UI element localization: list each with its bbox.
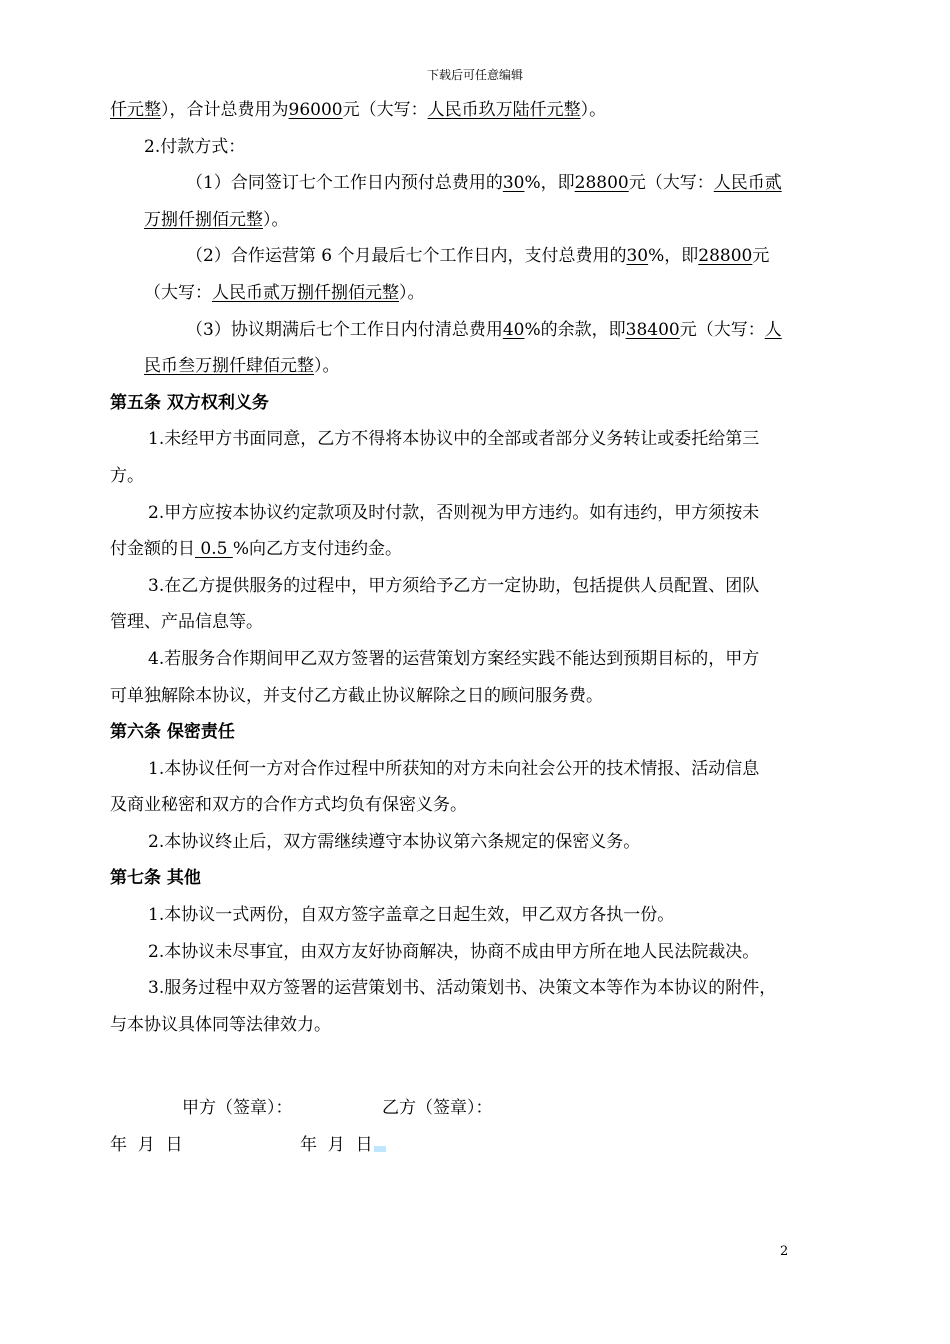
date-row: [110, 1127, 842, 1164]
amount-words: 人: [764, 319, 782, 340]
total-amount: 96000: [288, 100, 343, 120]
clause-line: 3.服务过程中双方签署的运营策划书、活动策划书、决策文本等作为本协议的附件，: [148, 978, 777, 999]
signature-row: [110, 1090, 842, 1127]
text-span: %，即: [524, 173, 575, 194]
party-b-signature-label: 乙方（签章）：: [382, 1098, 493, 1119]
amount-value: 28800: [698, 246, 753, 267]
penalty-rate: 0.5: [195, 539, 233, 560]
page-header: 下载后可任意编辑: [426, 68, 523, 82]
clause-line: 方。: [110, 465, 144, 486]
text-line: [110, 348, 842, 385]
text-span: 付金额的日: [110, 539, 195, 560]
section-heading: 第五条 双方权利义务: [110, 392, 269, 413]
text-span: （2）合作运营第 6 个月最后七个工作日内，支付总费用的: [186, 246, 627, 267]
text-line: [110, 238, 842, 275]
text-span: 元（大写：: [679, 319, 765, 340]
clause-line: 1.本协议任何一方对合作过程中所获知的对方未向社会公开的技术情报、活动信息: [148, 758, 760, 779]
amount-words: 人民币贰: [713, 173, 782, 194]
text-span: 元（大写：: [628, 173, 714, 194]
text-span: ）。: [580, 100, 607, 120]
text-span: ）。: [314, 356, 340, 377]
page-number: 2: [780, 1244, 789, 1259]
text-span: %的余款，即: [524, 319, 626, 340]
percent-value: 30: [502, 173, 525, 194]
document-body: [110, 92, 842, 1164]
text-span: %，即: [648, 246, 699, 267]
clause-line: 2.本协议未尽事宜，由双方友好协商解决，协商不成由甲方所在地人民法院裁决。: [148, 941, 760, 962]
amount-value: 38400: [625, 319, 680, 340]
percent-value: 30: [626, 246, 649, 267]
amount-words: 万捌仟捌佰元整: [144, 209, 263, 230]
text-line: [110, 92, 842, 129]
text-span: （3）协议期满后七个工作日内付清总费用: [186, 319, 503, 340]
amount-words: 民币叁万捌仟肆佰元整: [144, 356, 314, 377]
text-span: ），合计总费用为: [161, 100, 289, 120]
clause-line: 2.甲方应按本协议约定款项及时付款，否则视为甲方违约。如有违约，甲方须按未: [148, 502, 760, 523]
clause-line: 管理、产品信息等。: [110, 612, 263, 633]
percent-value: 40: [502, 319, 525, 340]
party-a-date: 年 月 日: [110, 1135, 183, 1156]
clause-line: 与本协议具体同等法律效力。: [110, 1014, 331, 1035]
text-cursor: [374, 1146, 386, 1152]
clause-line: 可单独解除本协议，并支付乙方截止协议解除之日的顾问服务费。: [110, 685, 603, 706]
party-b-date: [300, 1127, 386, 1164]
text-span: %向乙方支付违约金。: [232, 539, 402, 560]
amount-words: 人民币贰万捌仟捌佰元整: [212, 282, 399, 303]
clause-line: 2.本协议终止后，双方需继续遵守本协议第六条规定的保密义务。: [148, 831, 641, 852]
text-line: [110, 165, 842, 202]
text-line: [110, 202, 842, 239]
party-b-date-text: 年 月 日: [300, 1135, 373, 1156]
clause-line: 1.未经甲方书面同意，乙方不得将本协议中的全部或者部分义务转让或委托给第三: [148, 429, 760, 450]
clause-line: [110, 531, 842, 568]
total-amount-words: 人民币玖万陆仟元整: [427, 100, 581, 120]
text-span: ）。: [399, 282, 425, 303]
amount-value: 28800: [574, 173, 629, 194]
text-line: [110, 129, 842, 166]
text-span: ）。: [263, 209, 289, 230]
text-span: 元（大写：: [342, 100, 428, 120]
party-a-signature-label: 甲方（签章）：: [182, 1098, 293, 1119]
section-heading: 第六条 保密责任: [110, 722, 235, 743]
payment-method-heading: 2.付款方式：: [144, 136, 246, 157]
text-span: （大写：: [144, 282, 212, 303]
text-line: [110, 275, 842, 312]
clause-line: 3.在乙方提供服务的过程中，甲方须给予乙方一定协助，包括提供人员配置、团队: [148, 575, 760, 596]
clause-line: 1.本协议一式两份，自双方签字盖章之日起生效，甲乙双方各执一份。: [148, 905, 675, 926]
text-span: （1）合同签订七个工作日内预付总费用的: [186, 173, 503, 194]
clause-line: 及商业秘密和双方的合作方式均负有保密义务。: [110, 795, 467, 816]
amount-words: 仟元整: [110, 100, 161, 120]
text-line: [110, 312, 842, 349]
text-span: 元: [752, 246, 770, 267]
section-heading: 第七条 其他: [110, 868, 201, 889]
clause-line: 4.若服务合作期间甲乙双方签署的运营策划方案经实践不能达到预期目标的，甲方: [148, 648, 760, 669]
